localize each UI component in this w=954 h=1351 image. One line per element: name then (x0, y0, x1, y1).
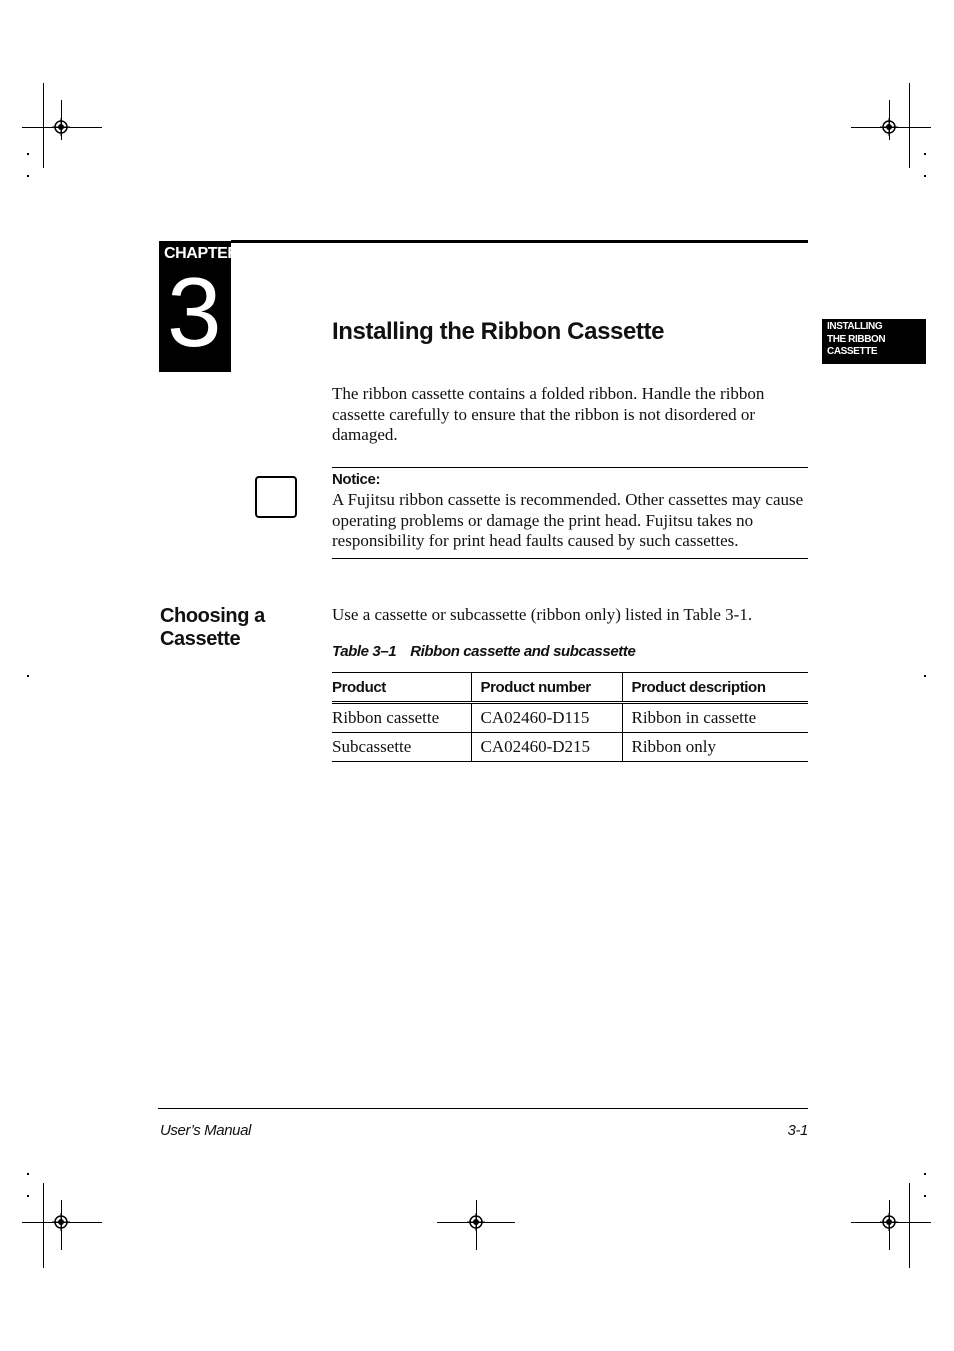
column-header-product: Product (332, 673, 471, 703)
table-cell-product-description: Ribbon in cassette (622, 703, 808, 733)
table-cell-product: Ribbon cassette (332, 703, 471, 733)
page-number: 3-1 (787, 1122, 808, 1139)
column-header-product-number: Product number (471, 673, 622, 703)
chapter-top-rule (231, 240, 808, 243)
table-row (332, 733, 808, 762)
table-cell-product-description: Ribbon only (622, 733, 808, 762)
chapter-label: CHAPTER (164, 245, 239, 262)
table-header-row (332, 673, 808, 703)
side-thumb-tab (822, 319, 926, 364)
notice-label: Notice: (332, 471, 381, 488)
table-cell-product-number: CA02460-D215 (471, 733, 622, 762)
chapter-block (159, 241, 239, 372)
side-tab-line: THE RIBBON (827, 333, 886, 345)
table-caption-number: Table 3–1 (332, 643, 397, 660)
notice-top-rule (332, 467, 808, 468)
section-paragraph: Use a cassette or subcassette (ribbon only) listed in Table 3-1. (332, 605, 753, 624)
ribbon-cassette-table (332, 672, 808, 762)
notice-icon (255, 476, 297, 518)
side-tab-line: INSTALLING (827, 321, 883, 332)
side-tab-line: CASSETTE (827, 346, 878, 357)
intro-paragraph: The ribbon cassette contains a folded ribbon. Handle the ribbon cassette carefully to ensure that the ribbon is not disordered or damaged. (332, 384, 765, 444)
footer-rule (158, 1108, 808, 1109)
table-caption-title: Ribbon cassette and subcassette (410, 643, 636, 660)
page-title: Installing the Ribbon Cassette (332, 318, 665, 345)
section-heading: Choosing a Cassette (160, 605, 265, 650)
notice-text: A Fujitsu ribbon cassette is recommended. Other cassettes may cause operating problems or damage the print head. Fujitsu takes no responsibility for print head faults caused by such cassettes. (332, 490, 804, 550)
footer-manual-name: User’s Manual (160, 1122, 251, 1139)
column-header-product-description: Product description (622, 673, 808, 703)
chapter-number: 3 (167, 257, 222, 367)
table-cell-product-number: CA02460-D115 (471, 703, 622, 733)
table-row (332, 703, 808, 733)
table-caption (332, 643, 635, 660)
notice-bottom-rule (332, 558, 808, 559)
table-cell-product: Subcassette (332, 733, 471, 762)
